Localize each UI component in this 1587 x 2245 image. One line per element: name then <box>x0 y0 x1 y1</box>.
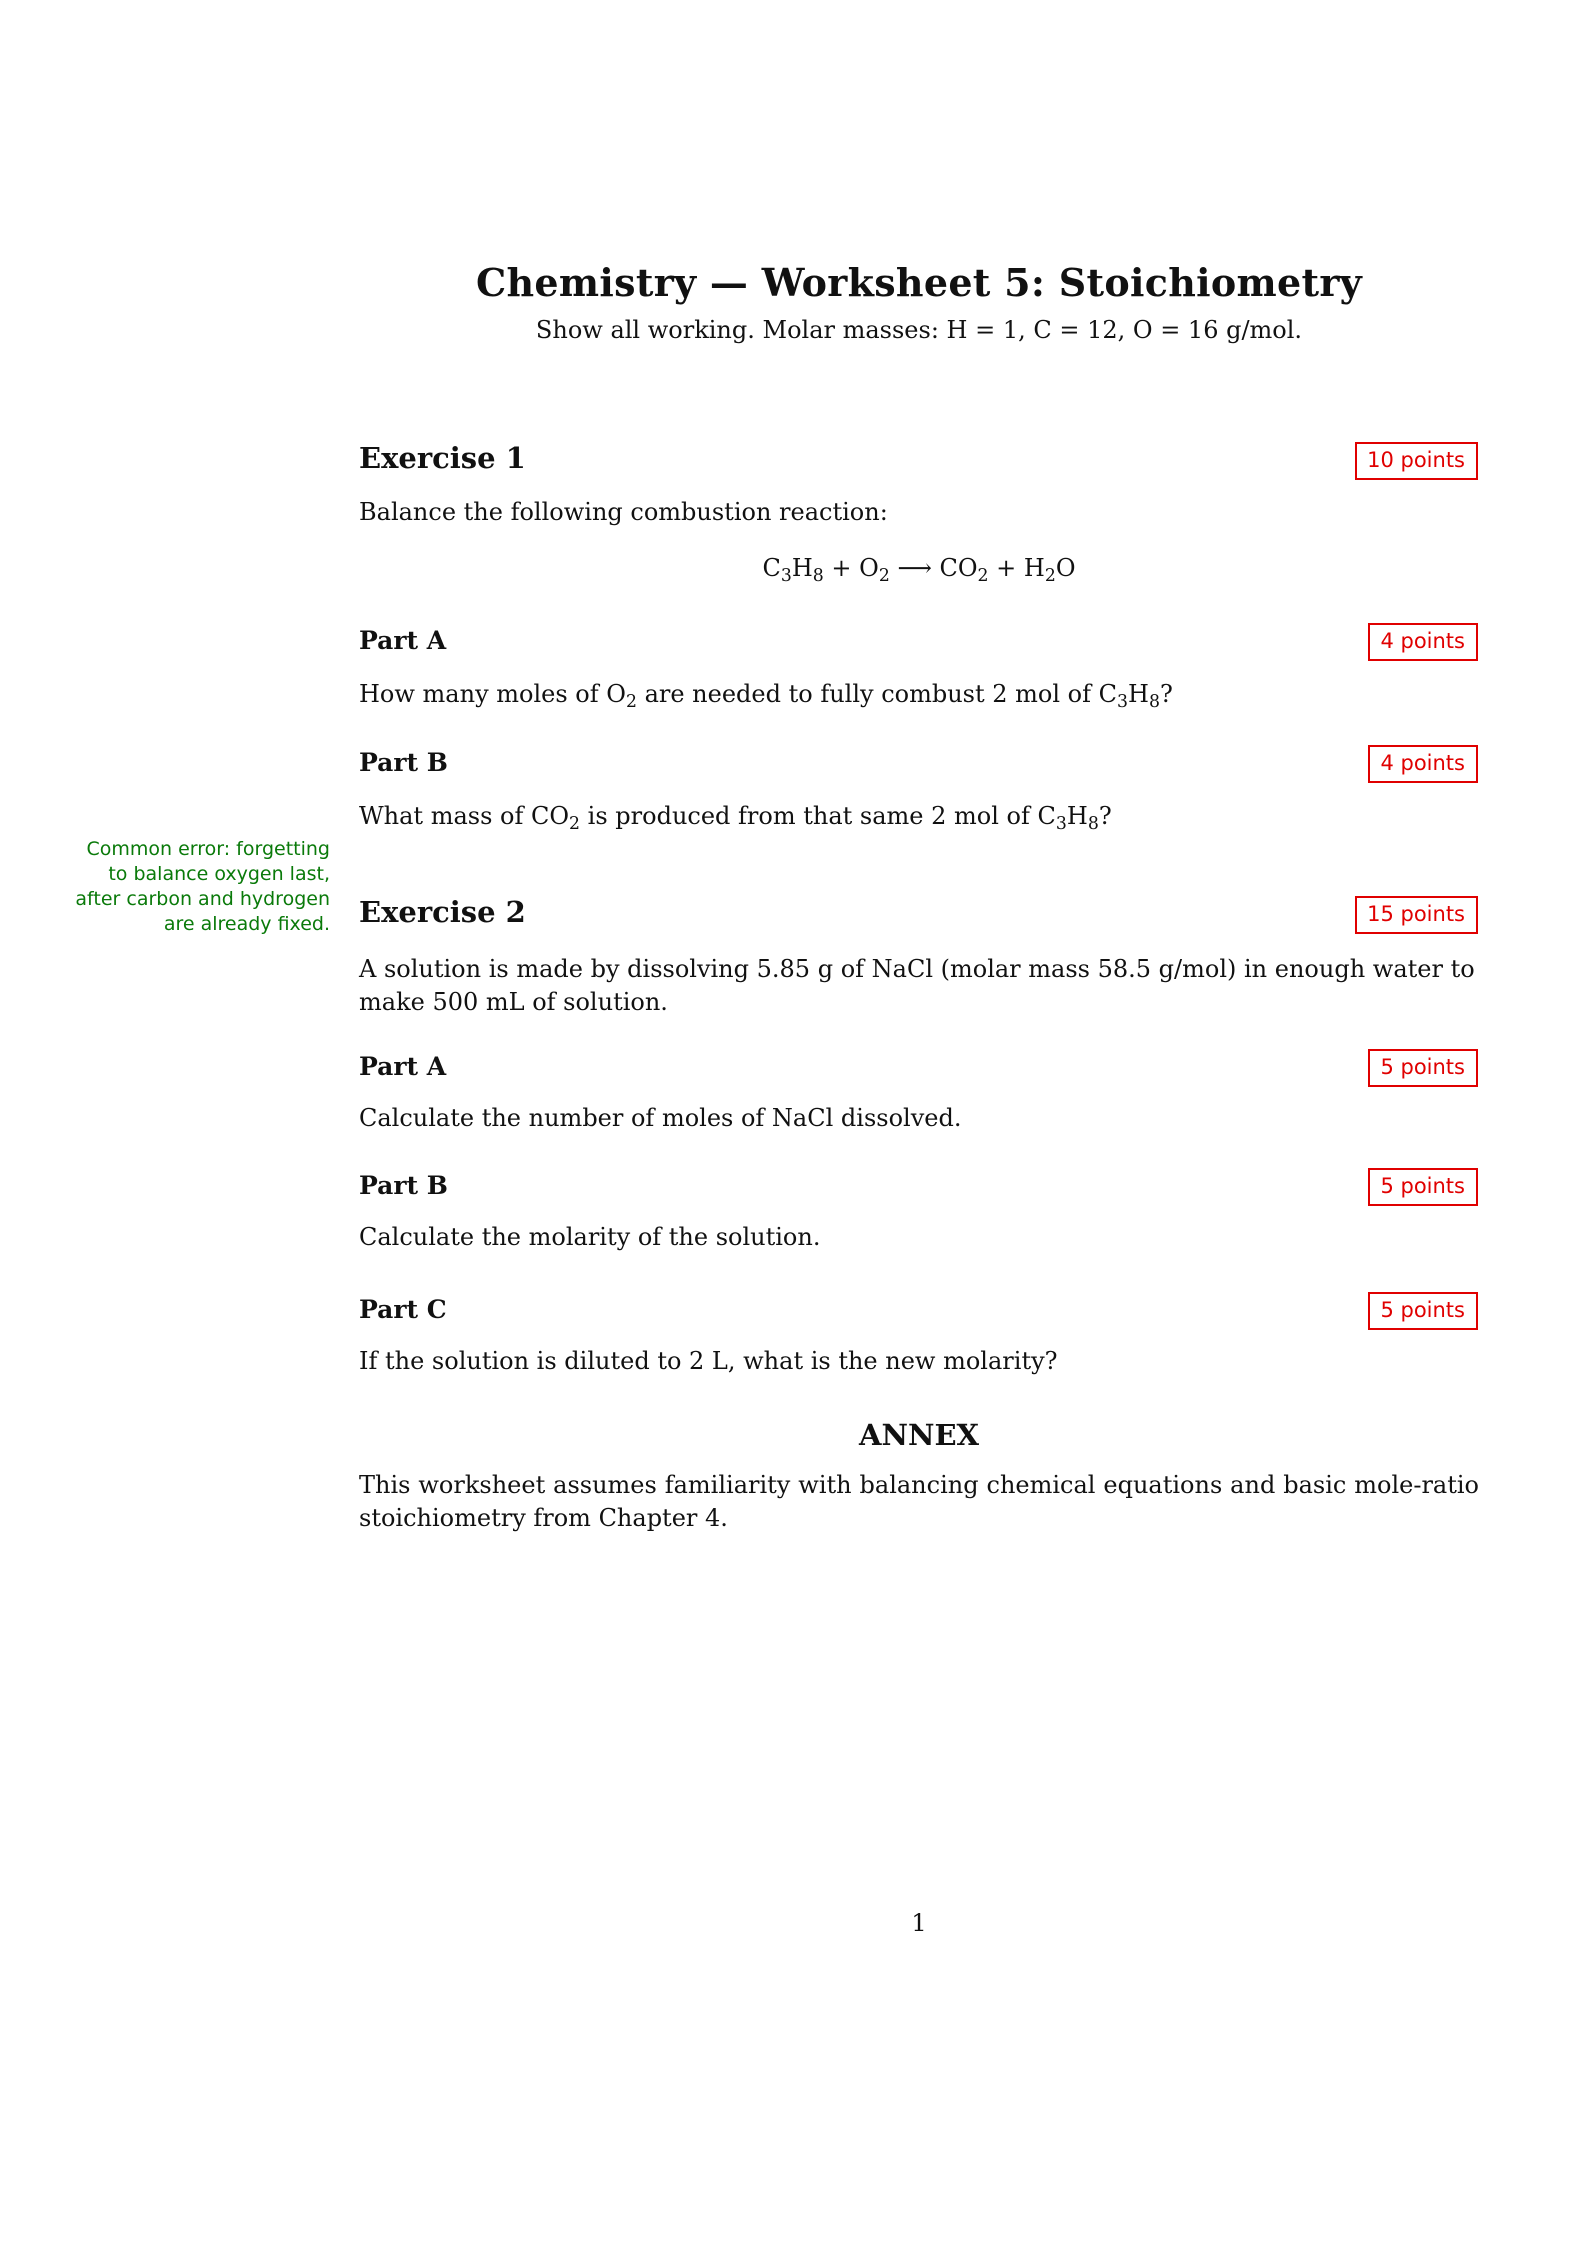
question-subscript: 2 <box>625 692 637 713</box>
question-text: H <box>1128 680 1149 708</box>
margin-note: Common error: forgetting to balance oxygen last, after carbon and hydrogen are already fixed. <box>75 838 330 935</box>
equation-text: C <box>762 554 781 582</box>
question-text: How many moles of O <box>359 680 626 708</box>
exercise-2-part-c-heading: Part C <box>359 1295 447 1324</box>
exercise-1-part-b-points-badge: 4 points <box>1368 745 1478 783</box>
page-title: Chemistry — Worksheet 5: Stoichiometry <box>475 260 1363 305</box>
page-number: 1 <box>911 1909 927 1937</box>
exercise-2-part-b-heading: Part B <box>359 1171 448 1200</box>
combustion-equation <box>359 554 1479 587</box>
question-subscript: 3 <box>1117 692 1128 713</box>
equation-text: CO <box>939 554 978 582</box>
exercise-2-heading: Exercise 2 <box>359 895 526 929</box>
question-text: ? <box>1159 680 1173 708</box>
equation-arrow: ⟶ <box>889 554 940 582</box>
exercise-2-part-a-question: Calculate the number of moles of NaCl dissolved. <box>359 1104 962 1132</box>
exercise-1-part-a-heading: Part A <box>359 626 447 655</box>
exercise-2-prompt: A solution is made by dissolving 5.85 g of NaCl (molar mass 58.5 g/mol) in enough water to make 500 mL of solution. <box>359 955 1475 1016</box>
question-subscript: 8 <box>1087 814 1099 835</box>
exercise-2-points-badge: 15 points <box>1355 896 1478 934</box>
exercise-1-part-a-question <box>359 678 1479 711</box>
question-text: ? <box>1098 802 1112 830</box>
question-subscript: 3 <box>1055 814 1067 835</box>
equation-plus: + <box>823 554 860 582</box>
equation-subscript: 2 <box>1044 566 1056 587</box>
question-text: H <box>1066 802 1088 830</box>
equation-text: H <box>1023 554 1045 582</box>
equation-subscript: 8 <box>812 566 824 587</box>
exercise-2-part-a-points-badge: 5 points <box>1368 1049 1478 1087</box>
equation-text: H <box>791 554 813 582</box>
exercise-1-part-b-question <box>359 800 1479 833</box>
equation-text: O <box>859 554 879 582</box>
exercise-2-part-b-question: Calculate the molarity of the solution. <box>359 1223 821 1251</box>
exercise-2-part-b-points-badge: 5 points <box>1368 1168 1478 1206</box>
question-text: are needed to fully combust 2 mol of C <box>636 680 1117 708</box>
exercise-1-part-b-heading: Part B <box>359 748 448 777</box>
exercise-2-part-c-question: If the solution is diluted to 2 L, what is the new molarity? <box>359 1347 1058 1375</box>
annex-text: This worksheet assumes familiarity with balancing chemical equations and basic mole-ratio stoichiometry from Chapter 4. <box>359 1471 1479 1532</box>
exercise-1-points-badge: 10 points <box>1355 442 1478 480</box>
equation-subscript: 3 <box>780 566 792 587</box>
exercise-1-prompt: Balance the following combustion reaction: <box>359 498 888 526</box>
equation-plus: + <box>988 554 1024 582</box>
exercise-1-heading: Exercise 1 <box>359 441 526 475</box>
exercise-2-part-c-points-badge: 5 points <box>1368 1292 1478 1330</box>
question-text: What mass of CO <box>359 802 570 830</box>
exercise-2-part-a-heading: Part A <box>359 1052 447 1081</box>
page-subtitle: Show all working. Molar masses: H = 1, C = 12, O = 16 g/mol. <box>535 316 1303 344</box>
equation-subscript: 2 <box>977 566 989 587</box>
exercise-1-part-a-points-badge: 4 points <box>1368 623 1478 661</box>
equation-subscript: 2 <box>878 566 890 587</box>
question-text: is produced from that same 2 mol of C <box>580 802 1056 830</box>
question-subscript: 2 <box>569 814 581 835</box>
question-subscript: 8 <box>1148 692 1160 713</box>
annex-title: ANNEX <box>858 1418 980 1452</box>
equation-text: O <box>1055 554 1076 582</box>
